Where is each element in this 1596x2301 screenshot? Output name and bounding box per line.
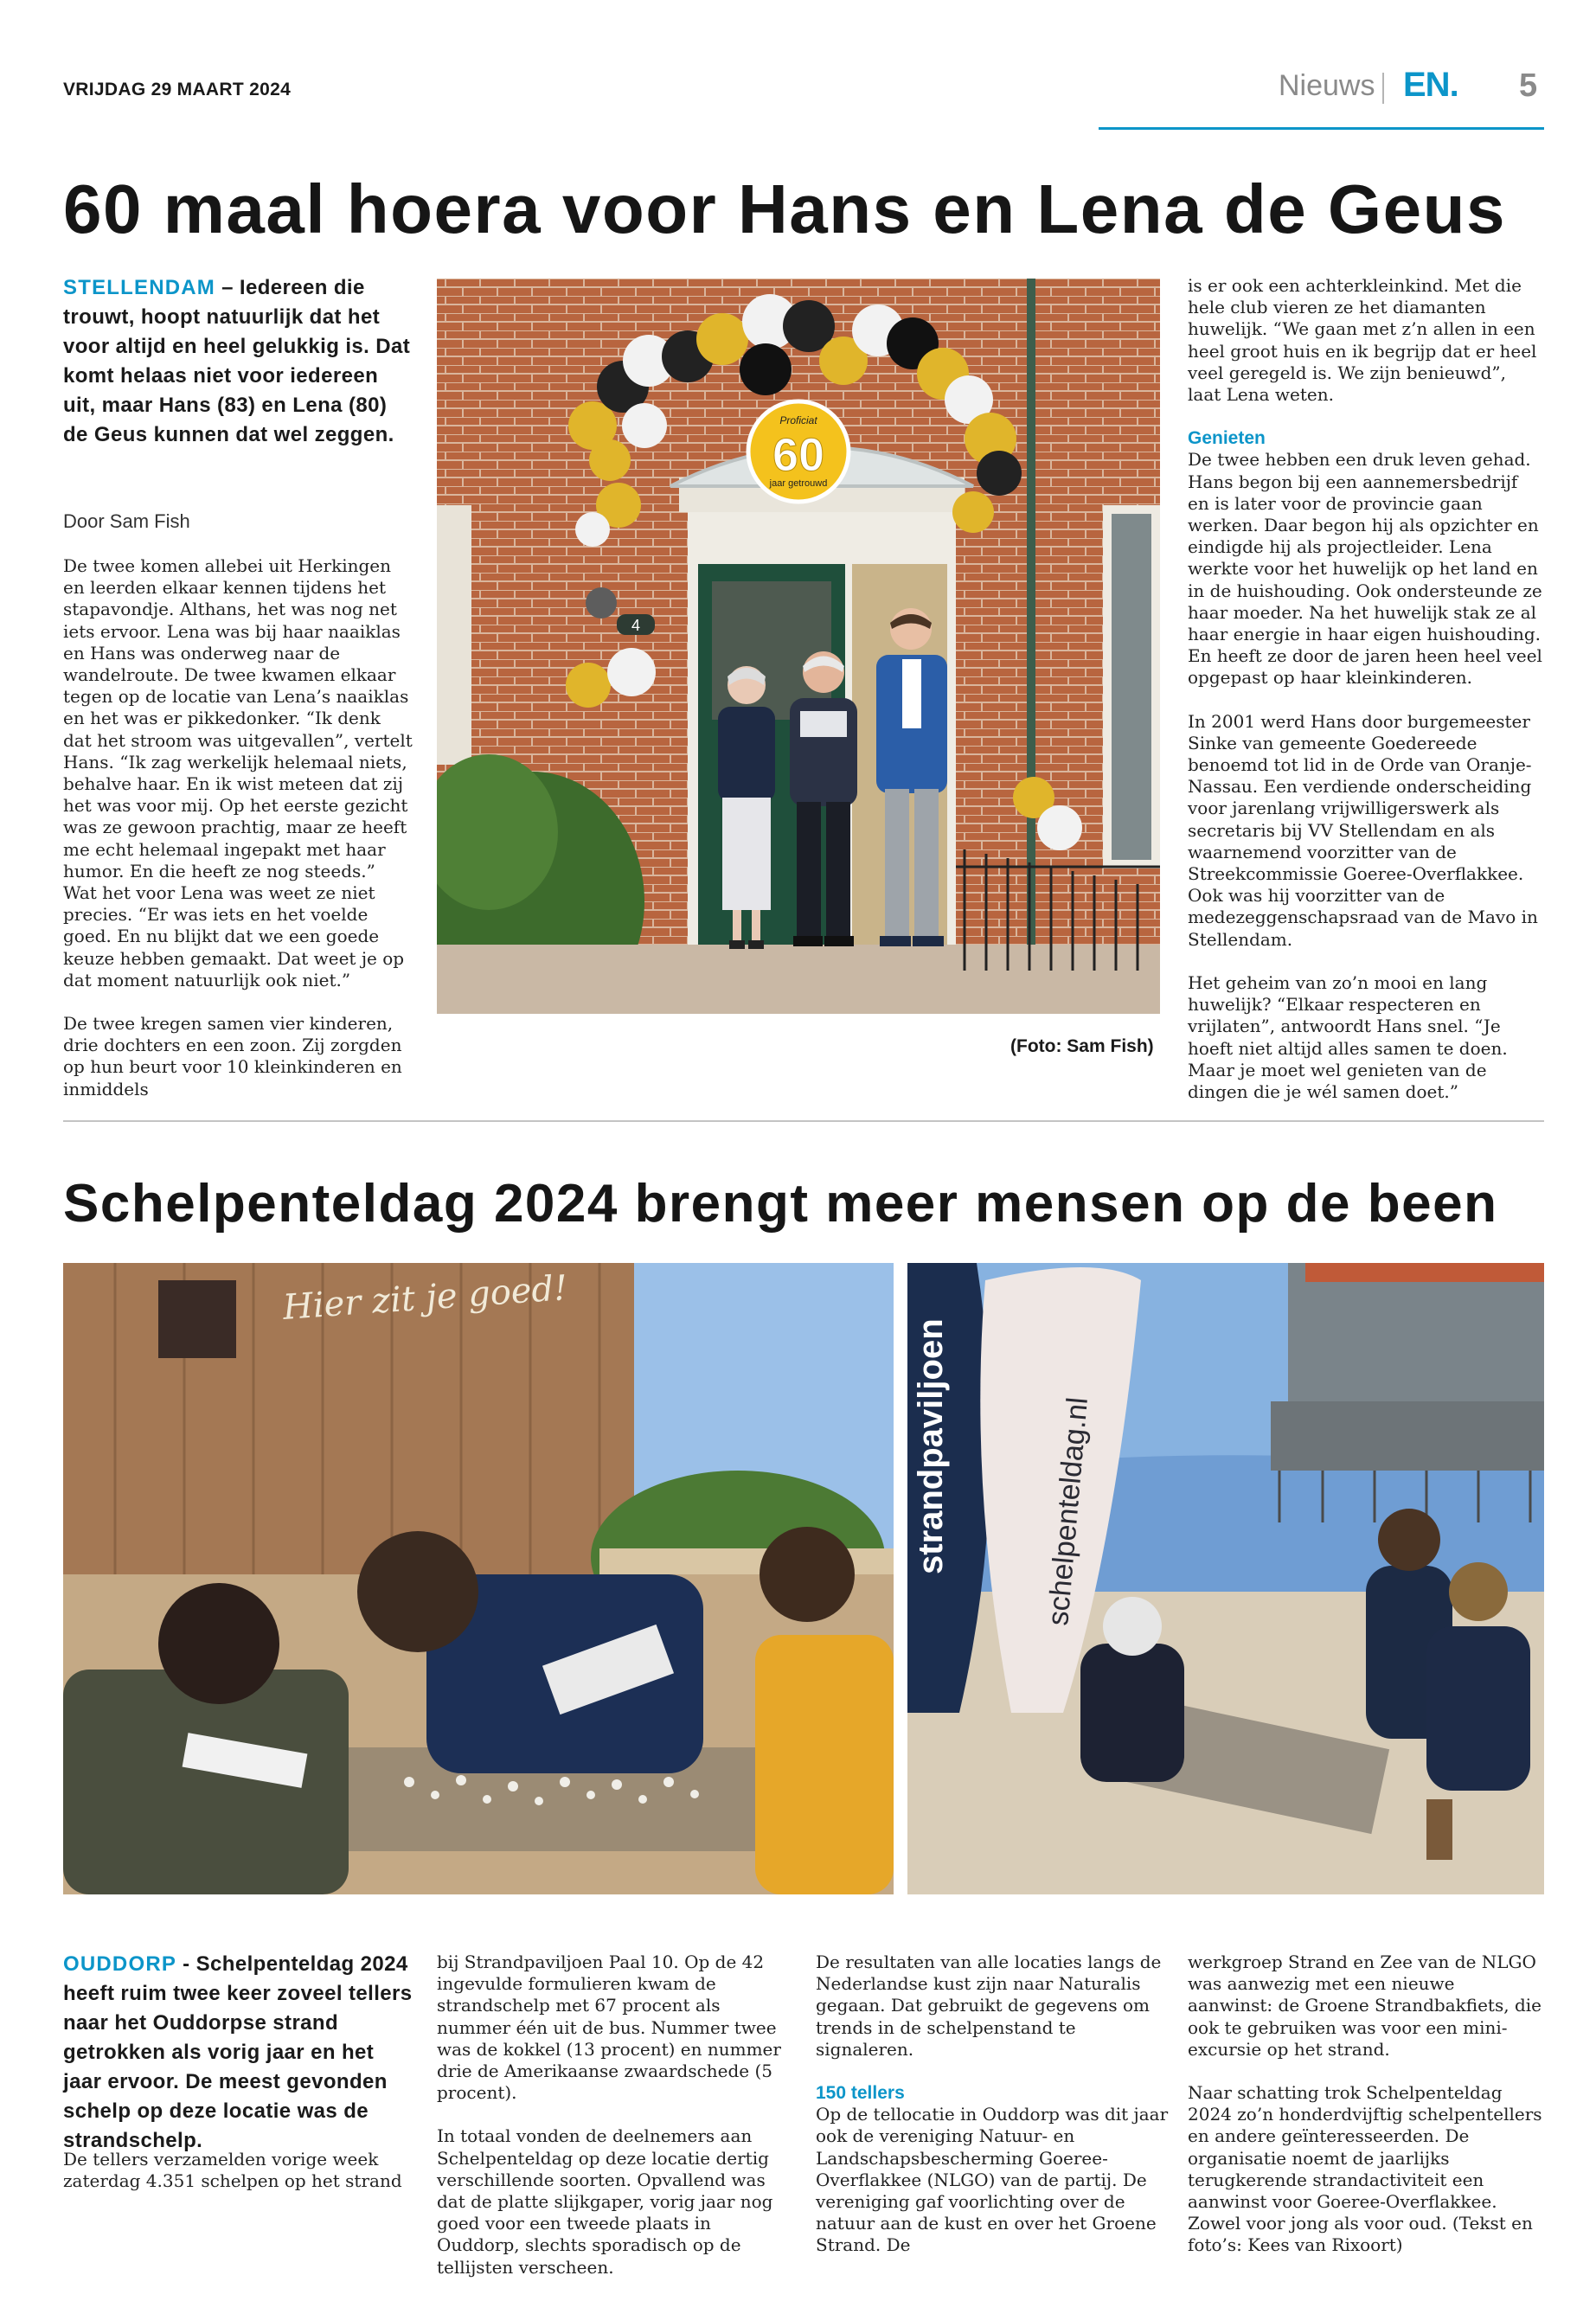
article2-lead-text: - Schelpenteldag 2024 heeft ruim twee keer zoveel tellers naar het Ouddorpse strand getrokken als vorig jaar en het jaar ervoor. De meest gevonden schelp op deze locatie was de strandschelp. bbox=[63, 1952, 413, 2152]
article1-lead bbox=[63, 273, 413, 450]
masthead-rule bbox=[1099, 127, 1544, 130]
wall-slogan: Hier zit je goed! bbox=[281, 1268, 569, 1328]
sign-number: 60 bbox=[772, 429, 825, 481]
sign-top-text: Proficiat bbox=[779, 414, 817, 426]
sign-bottom-text: jaar getrouwd bbox=[769, 478, 828, 489]
house-number: 4 bbox=[631, 617, 641, 634]
article2-lead bbox=[63, 1950, 413, 2156]
article2-paragraph: De resultaten van alle locaties langs de Nederlandse kust zijn naar Naturalis gegaan. Dat gebruikt de gegevens om trends in de schelpenstand te signaleren. bbox=[816, 1952, 1162, 2060]
article2-paragraph: De tellers verzamelden vorige week zaterdag 4.351 schelpen op het strand bbox=[63, 2149, 402, 2192]
article1-lead-text: – Iedereen die trouwt, hoopt natuurlijk dat het voor altijd en heel gelukkig is. Dat komt helaas niet voor iedereen uit, maar Hans (83) en Lena (80) de Geus kunnen dat wel zeggen. bbox=[63, 276, 411, 446]
article1-byline: Door Sam Fish bbox=[63, 510, 190, 532]
shell-counting-photo-1 bbox=[63, 1263, 894, 1894]
article1-paragraph: is er ook een achterkleinkind. Met die hele club vieren ze het diamanten huwelijk. “We gaan met z’n allen in een heel groot huis en ik begrijp dat er heel veel geregeld is. We zijn benieuwd”, laat Lena weten. bbox=[1188, 275, 1537, 406]
article2-headline: Schelpenteldag 2024 brengt meer mensen op de been bbox=[63, 1174, 1498, 1234]
article2-paragraph: bij Strandpaviljoen Paal 10. Op de 42 ingevulde formulieren kwam de strandschelp met 67 procent als nummer één uit de bus. Nummer twee was de kokkel (13 procent) en nummer drie de Amerikaanse zwaardschede (5 procent). bbox=[437, 1952, 781, 2104]
article1-dateline: STELLENDAM bbox=[63, 276, 215, 299]
article2-paragraph: Naar schatting trok Schelpenteldag 2024 zo’n honderdvijftig schelpentellers en andere geïnteresseerden. De organisatie noemt de jaarlijks terugkerende strandactiviteit een aanwinst voor Goeree-Overflakkee. Zowel voor jong als voor oud. (Tekst en foto’s: Kees van Rixoort) bbox=[1188, 2082, 1542, 2256]
article2-paragraph: werkgroep Strand en Zee van de NLGO was aanwezig met een nieuwe aanwinst: de Groene Strandbakfiets, die ook te gebruiken was voor een mini-excursie op het strand. bbox=[1188, 1952, 1542, 2060]
article1-headline: 60 maal hoera voor Hans en Lena de Geus bbox=[63, 170, 1506, 247]
article2-dateline: OUDDORP bbox=[63, 1952, 177, 1976]
article1-paragraph: De twee hebben een druk leven gehad. Hans begon bij een aannemersbedrijf en is later voor de provincie gaan werken. Daar begon hij als opzichter en eindigde hij als projectleider. Lena werkte voor het huwelijk op het land en in de huishouding. Ook ondersteunde ze haar moeder. Na het huwelijk stak ze al haar energie in haar eigen huishouding. En heeft ze door de jaren heen heel veel opgepast op haar kleinkinderen. bbox=[1188, 449, 1542, 689]
masthead-divider bbox=[1382, 73, 1384, 104]
article1-paragraph: Het geheim van zo’n mooi en lang huwelijk? “Elkaar respecteren en vrijlaten”, antwoordt Hans snel. “Je hoeft niet altijd alles samen te doen. Maar je moet wel genieten van de dingen die je wél samen doet.” bbox=[1188, 971, 1508, 1102]
article1-subhead: Genieten bbox=[1188, 428, 1266, 449]
flag-pavilion-text: strandpaviljoen bbox=[912, 1318, 950, 1574]
article1-photo-credit: (Foto: Sam Fish) bbox=[1010, 1036, 1154, 1056]
shell-counting-photo-2 bbox=[907, 1263, 1544, 1894]
issue-date: VRIJDAG 29 MAART 2024 bbox=[63, 80, 292, 99]
article2-paragraph: Op de tellocatie in Ouddorp was dit jaar ook de vereniging Natuur- en Landschapsbescherming Goeree-Overflakkee (NLGO) van de partij. De vereniging gaf voorlichting over de natuur aan de kust en over het Groene Strand. De bbox=[816, 2104, 1169, 2256]
article1-column-1 bbox=[63, 555, 413, 1122]
person-lena bbox=[718, 666, 775, 949]
article2-subhead: 150 tellers bbox=[816, 2083, 905, 2104]
article2-column-3 bbox=[816, 1952, 1172, 2279]
article2-column-1 bbox=[63, 2149, 413, 2214]
publication-logo: EN. bbox=[1403, 66, 1458, 104]
article2-column-4 bbox=[1188, 1952, 1544, 2279]
article2-paragraph: In totaal vonden de deelnemers aan Schelpenteldag op deze locatie dertig verschillende soorten. Opvallend was dat de platte slijkgaper, vorig jaar nog goed voor een tweede plaats in Ouddorp, slechts sporadisch op de tellijsten verscheen. bbox=[437, 2125, 773, 2278]
flag-site-text: schelpenteldag.nl bbox=[1042, 1395, 1095, 1627]
article1-column-3 bbox=[1188, 275, 1544, 1125]
article1-paragraph: De twee komen allebei uit Herkingen en leerden elkaar kennen tijdens het stapavondje. Althans, het was nog net iets ervoor. Lena was bij haar naaiklas en Hans was onderweg naar de wandelroute. De twee kwamen elkaar tegen op de locatie van Lena’s naaiklas en het was er pikkedonker. “Ik denk dat het stroom was uitgevallen”, vertelt Hans. “Ik zag werkelijk helemaal niets, behalve haar. En ik wist meteen dat zij het was voor mij. Op het eerste gezicht was ze gewoon prachtig, maar ze heeft me echt helemaal ingepakt met haar humor. En die heeft ze nog steeds.” Wat het voor Lena was weet ze niet precies. “Er was iets en het voelde goed. En nu blijkt dat we een goede keuze hebben gemaakt. Dat weet je op dat moment natuurlijk ook niet.” bbox=[63, 555, 413, 990]
couple-photo bbox=[437, 279, 1160, 1014]
page-number: 5 bbox=[1519, 67, 1538, 104]
article1-paragraph: De twee kregen samen vier kinderen, drie dochters en een zoon. Zij zorgden op hun beurt voor 10 kleinkinderen en inmiddels bbox=[63, 1013, 402, 1099]
article1-paragraph: In 2001 werd Hans door burgemeester Sinke van gemeente Goedereede benoemd tot lid in de Orde van Oranje-Nassau. Een verdiende onderscheiding voor jarenlang vrijwilligerswerk als secretaris bij VV Stellendam en als waarnemend voorzitter van de Streekcommissie Goeree-Overflakkee. Ook was hij voorzitter van de medezeggenschapsraad van de Mavo in Stellendam. bbox=[1188, 710, 1538, 950]
section-name: Nieuws bbox=[1279, 69, 1375, 102]
article-divider bbox=[63, 1120, 1544, 1122]
article2-column-2 bbox=[437, 1952, 793, 2300]
